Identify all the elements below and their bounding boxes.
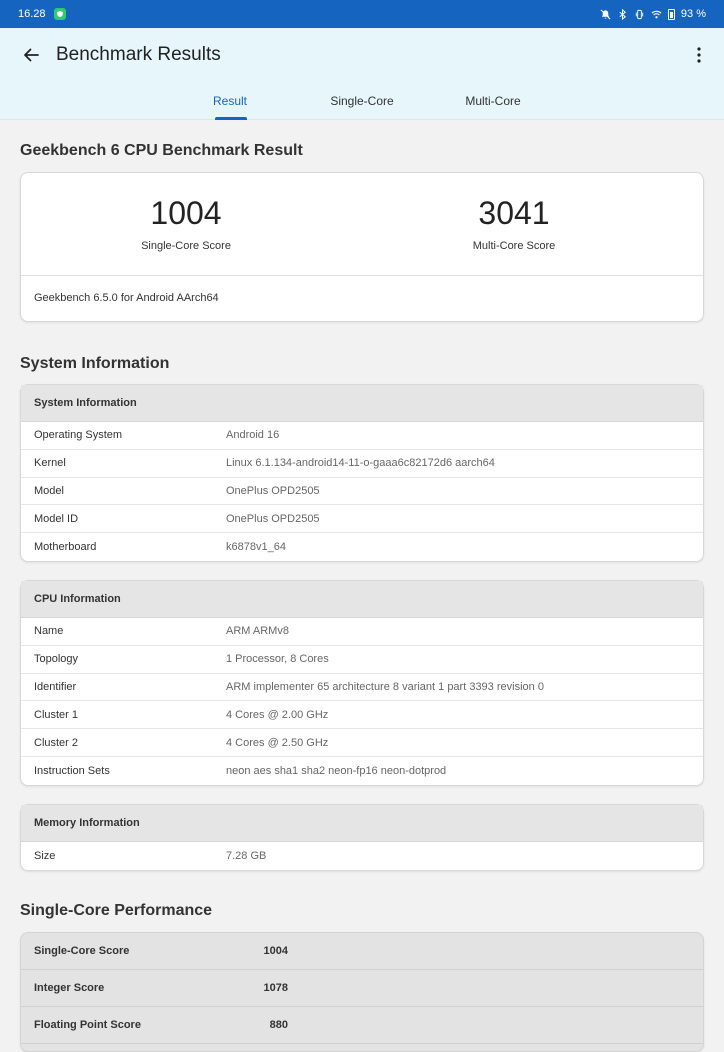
row-value: k6878v1_64 (226, 541, 286, 554)
battery-icon (668, 9, 675, 20)
page-title: Benchmark Results (56, 44, 221, 65)
table-row (21, 674, 703, 702)
table-row (21, 1007, 703, 1044)
table-row (21, 701, 703, 729)
row-key: Instruction Sets (34, 764, 110, 777)
table-row (21, 505, 703, 533)
tab-bar (0, 88, 724, 120)
bluetooth-icon (617, 9, 628, 20)
table-row (21, 646, 703, 674)
cpu-info-table (20, 580, 704, 786)
row-key: Single-Core Score (34, 945, 130, 957)
row-value: OnePlus OPD2505 (226, 484, 320, 497)
single-core-performance-table (20, 932, 704, 1052)
table-row (21, 450, 703, 478)
row-key: Floating Point Score (34, 1019, 141, 1031)
system-info-table (20, 384, 704, 562)
row-key: Topology (34, 653, 79, 666)
status-time: 16.28 (18, 8, 46, 20)
memory-info-table (20, 804, 704, 871)
vibrate-icon (634, 9, 645, 20)
row-key: Integer Score (34, 982, 105, 994)
divider (21, 275, 703, 276)
row-value: 4 Cores @ 2.50 GHz (226, 736, 329, 749)
memory-info-header: Memory Information (21, 805, 703, 842)
table-row (21, 729, 703, 757)
single-core-score-value: 1004 (150, 195, 222, 231)
single-core-performance-title: Single-Core Performance (20, 902, 213, 919)
tab-result[interactable]: Result (212, 94, 248, 108)
table-row (21, 970, 703, 1007)
table-row (21, 842, 703, 870)
tab-single-core[interactable]: Single-Core (330, 94, 394, 108)
mute-icon (600, 9, 611, 20)
multi-core-score-label: Multi-Core Score (472, 240, 556, 252)
row-value: Android 16 (226, 429, 280, 442)
table-row (21, 757, 703, 785)
table-row (21, 618, 703, 646)
row-value: 1 Processor, 8 Cores (226, 653, 329, 666)
back-button[interactable] (18, 42, 44, 68)
table-row (21, 933, 703, 970)
row-value: 4 Cores @ 2.00 GHz (226, 708, 329, 721)
row-value: Linux 6.1.134-android14-11-o-gaaa6c82172d6 aarch64 (226, 457, 495, 470)
tab-indicator (215, 117, 247, 120)
row-key: Cluster 1 (34, 708, 79, 721)
row-key: Identifier (34, 680, 77, 693)
score-card (20, 172, 704, 322)
status-bar (0, 0, 724, 28)
wifi-icon (651, 9, 662, 20)
row-key: Model ID (34, 512, 79, 525)
battery-percent: 93 % (680, 8, 706, 20)
row-value: 1004 (263, 945, 288, 957)
row-value: neon aes sha1 sha2 neon-fp16 neon-dotprod (226, 764, 447, 777)
system-section-title: System Information (20, 355, 170, 372)
arrow-left-icon (22, 46, 40, 64)
benchmark-version: Geekbench 6.5.0 for Android AArch64 (34, 292, 219, 304)
row-key: Motherboard (34, 541, 97, 554)
single-core-score-label: Single-Core Score (141, 240, 231, 252)
row-key: Operating System (34, 429, 123, 442)
table-row (21, 422, 703, 450)
single-core-score-block (21, 195, 351, 252)
row-key: Cluster 2 (34, 736, 79, 749)
row-value: 1078 (263, 982, 288, 994)
row-value: 880 (269, 1019, 288, 1031)
row-value: OnePlus OPD2505 (226, 512, 320, 525)
table-row (21, 533, 703, 561)
row-key: Kernel (34, 457, 66, 470)
cpu-info-header: CPU Information (21, 581, 703, 618)
row-value: 7.28 GB (226, 849, 267, 862)
table-row (21, 478, 703, 506)
multi-core-score-block (349, 195, 679, 252)
more-options-button[interactable] (688, 42, 710, 68)
app-bar (0, 28, 724, 120)
benchmark-title: Geekbench 6 CPU Benchmark Result (20, 142, 303, 159)
tab-multi-core[interactable]: Multi-Core (465, 94, 521, 108)
row-value: ARM ARMv8 (226, 625, 289, 638)
row-key: Model (34, 484, 64, 497)
row-key: Size (34, 849, 56, 862)
more-vert-icon (697, 47, 701, 63)
row-value: ARM implementer 65 architecture 8 variant 1 part 3393 revision 0 (226, 680, 544, 693)
system-info-header: System Information (21, 385, 703, 422)
shield-app-icon (54, 8, 66, 20)
multi-core-score-value: 3041 (478, 195, 550, 231)
row-key: Name (34, 625, 64, 638)
